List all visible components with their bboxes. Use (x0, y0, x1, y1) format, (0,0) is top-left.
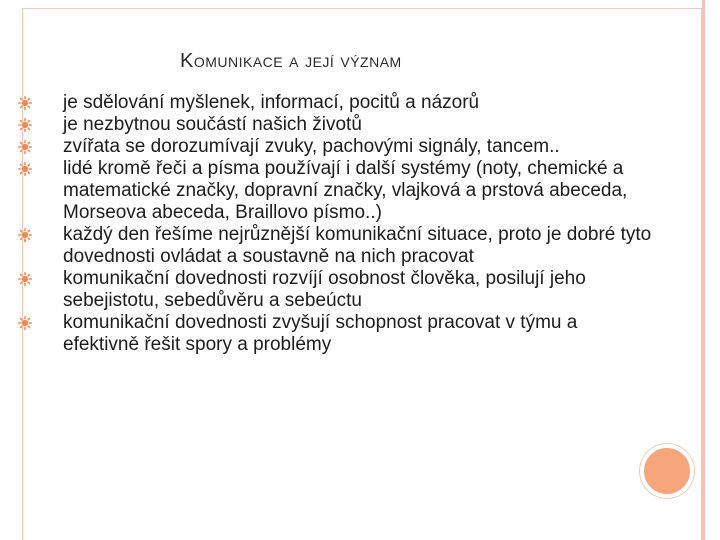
bullet-text: je nezbytnou součástí našich životů (63, 114, 362, 135)
bullet-item (18, 268, 658, 312)
slide-title: Komunikace a její význam (180, 50, 402, 72)
bullet-item (18, 312, 658, 356)
sun-icon (18, 118, 32, 132)
decorative-circle (640, 444, 694, 498)
bullet-text: komunikační dovednosti zvyšují schopnost pracovat v týmu a efektivně řešit spory a problémy (63, 312, 578, 355)
sun-icon (18, 272, 32, 286)
sun-icon (18, 228, 32, 242)
sun-icon (18, 162, 32, 176)
bullet-item (18, 224, 658, 268)
bullet-text: zvířata se dorozumívají zvuky, pachovými signály, tancem.. (63, 136, 560, 157)
sun-icon (18, 96, 32, 110)
sun-icon (18, 316, 32, 330)
sun-icon (18, 140, 32, 154)
bullet-text: lidé kromě řeči a písma používají i další systémy (noty, chemické a matematické značky, dopravní značky, vlajková a prstová abeceda, Morseova abeceda, Braillovo písmo..) (63, 158, 628, 223)
bullet-text: je sdělování myšlenek, informací, pocitů a názorů (63, 92, 480, 113)
bullet-list (18, 92, 658, 356)
bullet-item (18, 92, 658, 114)
bullet-item (18, 114, 658, 136)
bullet-item (18, 158, 658, 224)
decorative-vertical-line (702, 0, 705, 540)
bullet-text: komunikační dovednosti rozvíjí osobnost člověka, posilují jeho sebejistotu, sebedůvěru a sebeúctu (63, 268, 586, 311)
bullet-text: každý den řešíme nejrůznější komunikační situace, proto je dobré tyto dovednosti ovládat a soustavně na nich pracovat (63, 224, 652, 267)
bullet-item (18, 136, 658, 158)
